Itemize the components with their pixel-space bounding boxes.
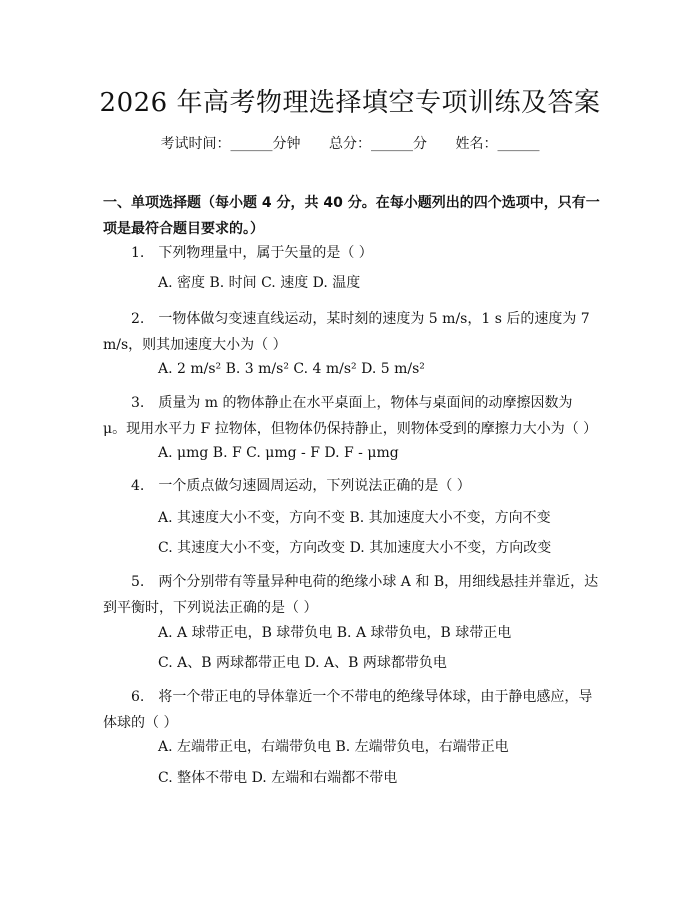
question-4-options-2 [103, 535, 600, 561]
question-5-options-2 [103, 650, 600, 676]
question-6-options [103, 734, 600, 760]
question-1-options [103, 270, 600, 296]
question-1 [103, 240, 600, 266]
option-line: A. μmg B. F C. μmg - F D. F - μmg [158, 445, 399, 461]
question-stem: 5. 两个分别带有等量异种电荷的绝缘小球 A 和 B，用细线悬挂并靠近，达到平衡时，下列说法正确的是（ ） [103, 574, 599, 616]
question-6 [103, 684, 600, 736]
option-line: A. 2 m/s² B. 3 m/s² C. 4 m/s² D. 5 m/s² [158, 361, 425, 377]
total-score-field: 总分：______分 [329, 136, 427, 152]
question-stem: 3. 质量为 m 的物体静止在水平桌面上，物体与桌面间的动摩擦因数为 μ。现用水平力 F 拉物体，但物体仍保持静止，则物体受到的摩擦力大小为（ ） [103, 395, 598, 437]
exam-meta [0, 133, 700, 153]
question-3 [103, 390, 600, 442]
question-5-options [103, 620, 600, 646]
option-line: A. 密度 B. 时间 C. 速度 D. 温度 [158, 275, 361, 291]
option-line: A. 其速度大小不变，方向不变 B. 其加速度大小不变，方向不变 [158, 510, 551, 526]
option-line: C. A、B 两球都带正电 D. A、B 两球都带负电 [158, 655, 447, 671]
question-2-options [103, 356, 600, 382]
option-line: C. 其速度大小不变，方向改变 D. 其加速度大小不变，方向改变 [158, 540, 552, 556]
section-heading: 一、单项选择题（每小题 4 分，共 40 分。在每小题列出的四个选项中，只有一项是最符合题目要求的。） [103, 195, 600, 237]
page-title: 2026 年高考物理选择填空专项训练及答案 [99, 88, 601, 118]
question-5 [103, 569, 600, 621]
question-stem: 4. 一个质点做匀速圆周运动，下列说法正确的是（ ） [131, 478, 471, 494]
question-4-options [103, 505, 600, 531]
option-line: A. A 球带正电，B 球带负电 B. A 球带负电，B 球带正电 [158, 625, 512, 641]
option-line: C. 整体不带电 D. 左端和右端都不带电 [158, 770, 398, 786]
question-4 [103, 473, 600, 499]
question-3-options [103, 440, 600, 466]
question-2 [103, 306, 600, 358]
question-6-options-2 [103, 765, 600, 791]
student-name-field: 姓名：______ [455, 136, 540, 152]
exam-time-field: 考试时间：______分钟 [160, 136, 301, 152]
question-stem: 6. 将一个带正电的导体靠近一个不带电的绝缘导体球，由于静电感应，导体球的（ ） [103, 689, 593, 731]
option-line: A. 左端带正电，右端带负电 B. 左端带负电，右端带正电 [158, 739, 509, 755]
question-stem: 1. 下列物理量中，属于矢量的是（ ） [131, 245, 373, 261]
question-stem: 2. 一物体做匀变速直线运动，某时刻的速度为 5 m/s，1 s 后的速度为 7 m/s，则其加速度大小为（ ） [103, 311, 590, 353]
